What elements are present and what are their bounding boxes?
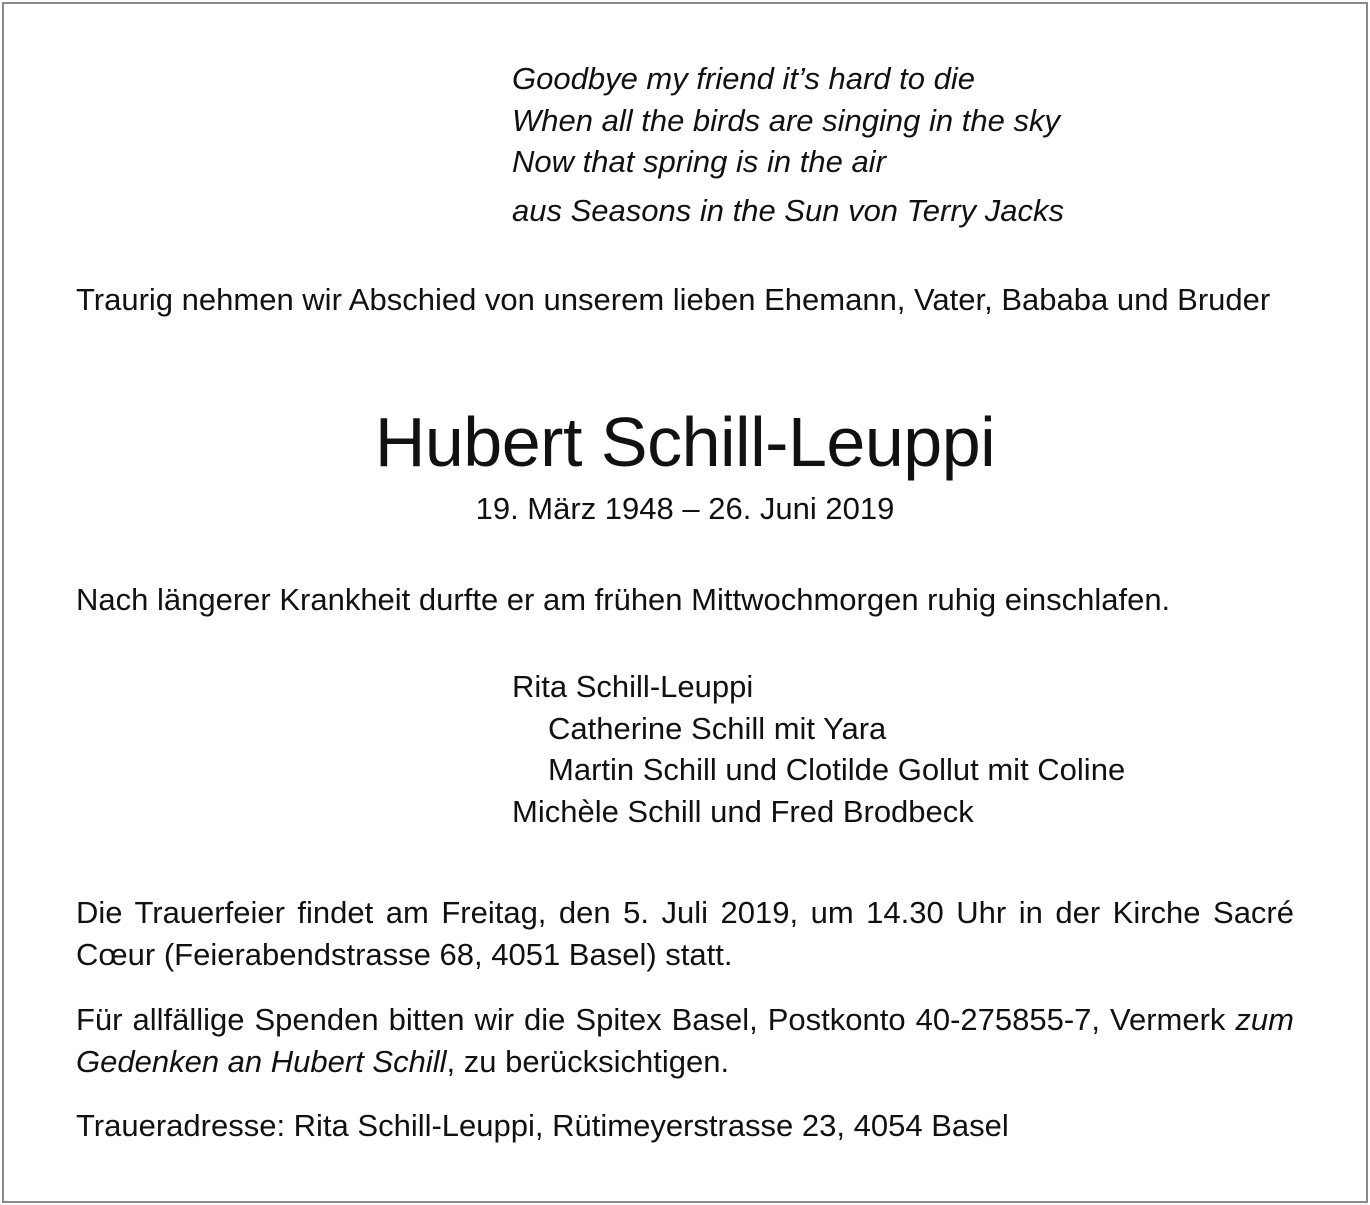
donation-text-after: , zu berücksichtigen.	[446, 1043, 730, 1079]
family-member: Catherine Schill mit Yara	[548, 710, 887, 746]
donation-text	[76, 999, 1294, 1082]
poem-block	[512, 58, 1064, 231]
intro-text: Traurig nehmen wir Abschied von unserem lieben Ehemann, Vater, Bababa und Bruder	[76, 282, 1271, 317]
donation-emphasis: zum Gedenken an Hubert Schill	[76, 1002, 1294, 1079]
family-list	[512, 666, 1125, 832]
poem-line: Goodbye my friend it’s hard to die	[512, 61, 975, 96]
ceremony-text: Die Trauerfeier findet am Freitag, den 5. Juli 2019, um 14.30 Uhr in der Kirche Sacré Cœur (Feierabendstrasse 68, 4051 Basel) statt.	[76, 895, 1294, 972]
deceased-name: Hubert Schill-Leuppi	[374, 403, 996, 481]
life-dates: 19. März 1948 – 26. Juni 2019	[475, 491, 895, 526]
passing-text: Nach längerer Krankheit durfte er am frühen Mittwochmorgen ruhig einschlafen.	[76, 582, 1171, 617]
donation-text-before: Für allfällige Spenden bitten wir die Spitex Basel, Postkonto 40-275855-7, Vermerk	[76, 1002, 1236, 1037]
poem-line: Now that spring is in the air	[512, 144, 886, 179]
family-member: Michèle Schill und Fred Brodbeck	[512, 793, 974, 829]
family-member: Martin Schill und Clotilde Gollut mit Coline	[548, 752, 1126, 787]
poem-line: When all the birds are singing in the sky	[512, 102, 1060, 138]
poem-source: aus Seasons in the Sun von Terry Jacks	[512, 192, 1064, 228]
family-member: Rita Schill-Leuppi	[512, 669, 754, 704]
address-text: Traueradresse: Rita Schill-Leuppi, Rütimeyerstrasse 23, 4054 Basel	[76, 1108, 1009, 1143]
